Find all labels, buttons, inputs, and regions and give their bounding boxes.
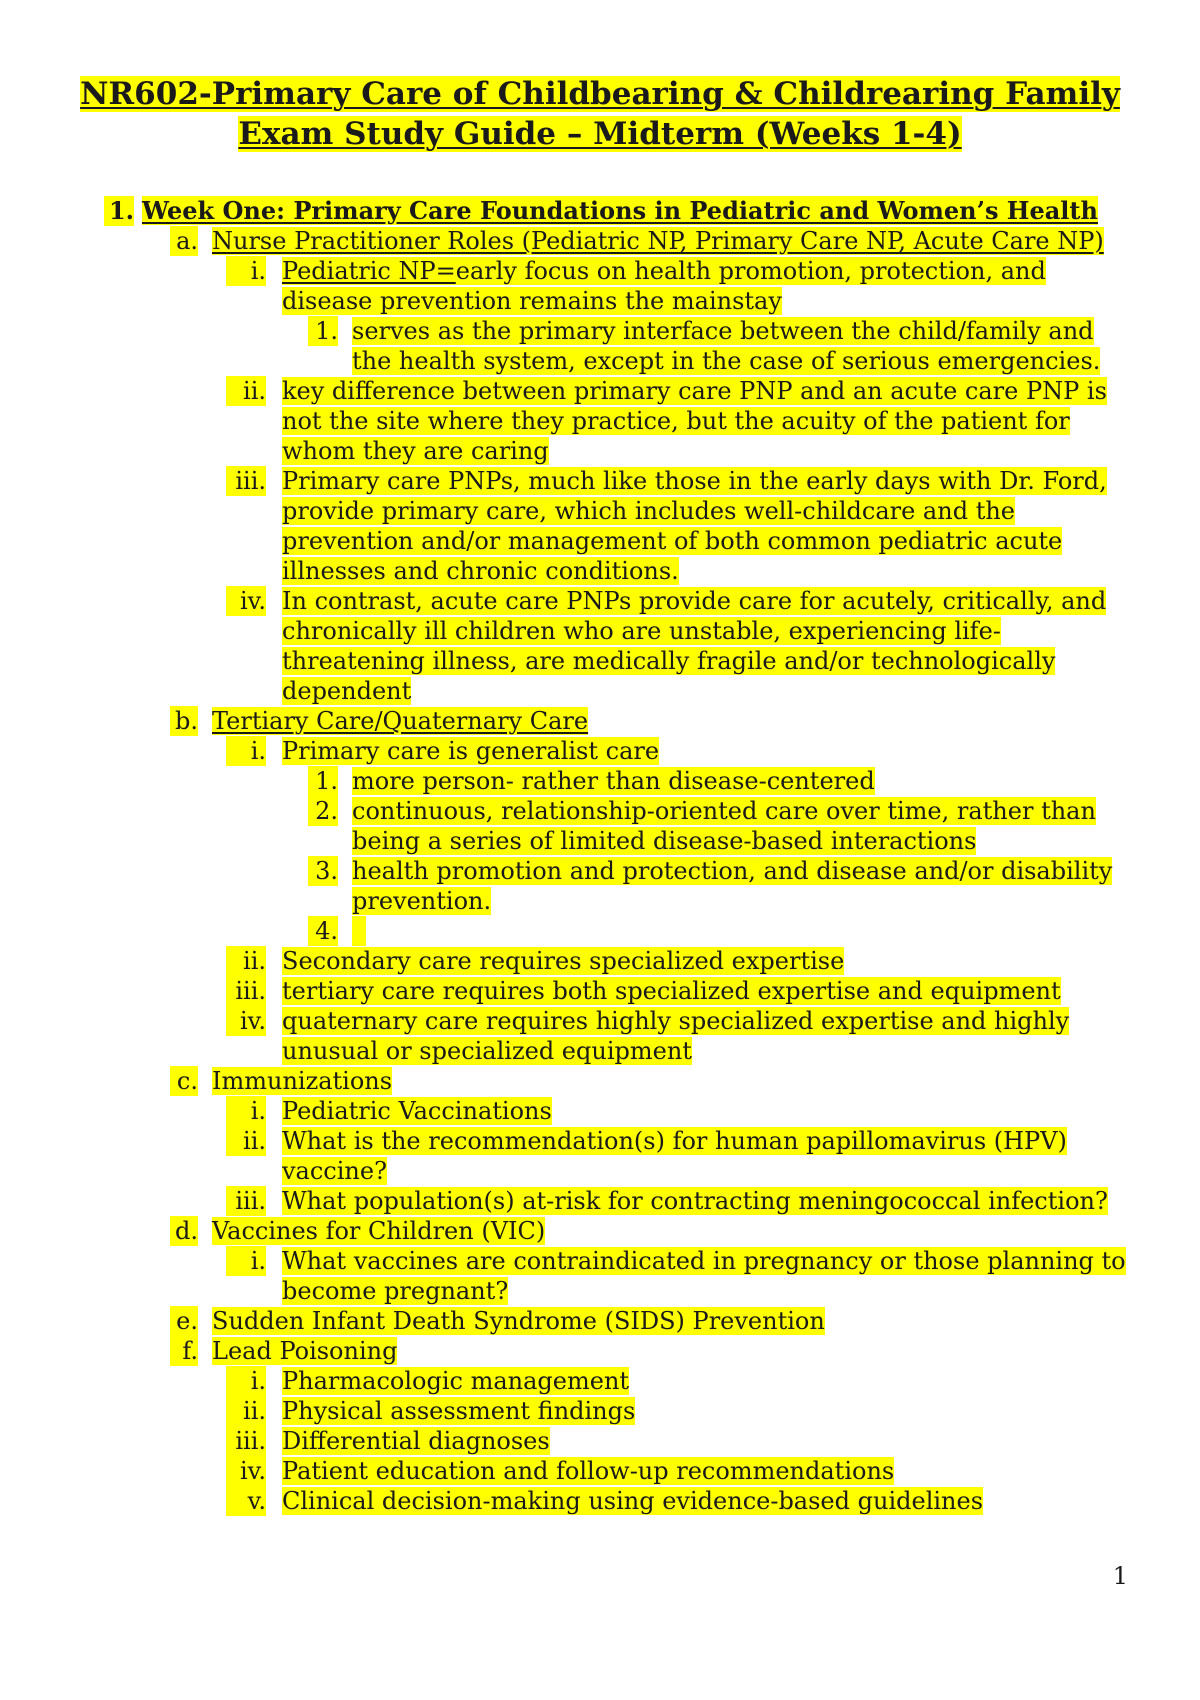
outline-item-level-4 [0, 916, 1200, 946]
outline-marker: 4. [308, 916, 338, 946]
outline-text: more person- rather than disease-centered [352, 767, 875, 795]
outline-marker: f. [170, 1336, 198, 1366]
outline-text: Differential diagnoses [282, 1427, 550, 1455]
outline-text: Pharmacologic management [282, 1367, 630, 1395]
outline-text [352, 916, 366, 946]
outline-item-level-3 [0, 946, 1200, 976]
outline-marker: iv. [226, 1006, 266, 1036]
outline-text: Tertiary Care/Quaternary Care [212, 707, 589, 735]
outline-marker: 1. [104, 196, 134, 226]
outline-marker: ii. [226, 1396, 266, 1426]
outline-text-rest: early focus on health promotion, protection, and disease prevention remains the mainstay [282, 257, 1046, 315]
outline-item-level-3 [0, 1486, 1200, 1516]
outline-marker: iii. [226, 1186, 266, 1216]
outline-text: What is the recommendation(s) for human papillomavirus (HPV) vaccine? [282, 1127, 1067, 1185]
outline-text: key difference between primary care PNP and an acute care PNP is not the site where they practice, but the acuity of the patient for whom they are caring [282, 377, 1107, 465]
document-title [60, 74, 1140, 154]
outline-item-level-4 [0, 316, 1200, 376]
outline-item-level-3 [0, 976, 1200, 1006]
outline-item-level-2 [0, 1066, 1200, 1096]
outline-marker: v. [226, 1486, 266, 1516]
outline-marker: 2. [308, 796, 338, 826]
outline-text: Lead Poisoning [212, 1337, 398, 1365]
outline-marker: i. [226, 1246, 266, 1276]
outline-marker: iv. [226, 586, 266, 616]
outline-item-level-3 [0, 1456, 1200, 1486]
outline-marker: iv. [226, 1456, 266, 1486]
outline-item-level-3 [0, 376, 1200, 466]
outline-item-level-3 [0, 256, 1200, 316]
outline-item-level-2 [0, 1336, 1200, 1366]
outline-marker: iii. [226, 976, 266, 1006]
title-line-1: NR602-Primary Care of Childbearing & Childrearing Family [80, 76, 1120, 112]
outline-item-level-3 [0, 1126, 1200, 1186]
outline-text: Physical assessment findings [282, 1397, 636, 1425]
outline-marker: ii. [226, 376, 266, 406]
outline-text: health promotion and protection, and disease and/or disability prevention. [352, 857, 1113, 915]
outline-item-level-3 [0, 466, 1200, 586]
outline-marker: d. [170, 1216, 198, 1246]
outline-text-underlined: Pediatric NP= [282, 257, 456, 285]
study-guide-outline [0, 196, 1200, 1516]
outline-text: What population(s) at-risk for contracting meningococcal infection? [282, 1187, 1108, 1215]
outline-item-level-3 [0, 1186, 1200, 1216]
outline-item-level-2 [0, 706, 1200, 736]
outline-text: Clinical decision-making using evidence-based guidelines [282, 1487, 984, 1515]
outline-marker: iii. [226, 1426, 266, 1456]
outline-item-level-3 [0, 1246, 1200, 1306]
outline-marker: b. [170, 706, 198, 736]
outline-item-level-3 [0, 1396, 1200, 1426]
outline-item-level-3 [0, 1366, 1200, 1396]
outline-marker: 1. [308, 766, 338, 796]
outline-text: Sudden Infant Death Syndrome (SIDS) Prevention [212, 1307, 825, 1335]
outline-text: Vaccines for Children (VIC) [212, 1217, 546, 1245]
outline-marker: i. [226, 736, 266, 766]
outline-marker: 1. [308, 316, 338, 346]
outline-marker: c. [170, 1066, 198, 1096]
outline-marker: i. [226, 1366, 266, 1396]
outline-text: quaternary care requires highly specialized expertise and highly unusual or specialized equipment [282, 1007, 1070, 1065]
outline-text: Patient education and follow-up recommendations [282, 1457, 895, 1485]
title-line-2: Exam Study Guide – Midterm (Weeks 1-4) [238, 116, 962, 152]
outline-text: continuous, relationship-oriented care over time, rather than being a series of limited disease-based interactions [352, 797, 1096, 855]
outline-marker: iii. [226, 466, 266, 496]
outline-text: Primary care is generalist care [282, 737, 660, 765]
outline-marker: 3. [308, 856, 338, 886]
outline-marker: e. [170, 1306, 198, 1336]
outline-item-level-2 [0, 226, 1200, 256]
outline-item-level-3 [0, 1006, 1200, 1066]
outline-marker: a. [170, 226, 198, 256]
outline-text: Pediatric Vaccinations [282, 1097, 552, 1125]
outline-item-level-4 [0, 856, 1200, 916]
outline-item-level-3 [0, 736, 1200, 766]
outline-text: What vaccines are contraindicated in pregnancy or those planning to become pregnant? [282, 1247, 1126, 1305]
outline-item-level-4 [0, 796, 1200, 856]
outline-text: Primary care PNPs, much like those in the early days with Dr. Ford, provide primary care, which includes well-childcare and the prevention and/or management of both common pediatric acute illnesses and chronic conditions. [282, 467, 1107, 585]
outline-item-level-2 [0, 1216, 1200, 1246]
outline-text: Immunizations [212, 1067, 393, 1095]
outline-item-level-1 [0, 196, 1200, 226]
outline-text: Nurse Practitioner Roles (Pediatric NP, Primary Care NP, Acute Care NP) [212, 227, 1104, 255]
outline-item-level-4 [0, 766, 1200, 796]
outline-item-level-3 [0, 1426, 1200, 1456]
outline-item-level-3 [0, 586, 1200, 706]
page-number: 1 [1112, 1562, 1128, 1590]
outline-marker: ii. [226, 946, 266, 976]
outline-item-level-3 [0, 1096, 1200, 1126]
outline-text: Week One: Primary Care Foundations in Pediatric and Women’s Health [142, 196, 1098, 225]
outline-text: In contrast, acute care PNPs provide care for acutely, critically, and chronically ill children who are unstable, experiencing life-threatening illness, are medically fragile and/or technologically dependent [282, 587, 1107, 705]
outline-text [282, 257, 1046, 315]
outline-item-level-2 [0, 1306, 1200, 1336]
outline-marker: ii. [226, 1126, 266, 1156]
outline-marker: i. [226, 256, 266, 286]
outline-marker: i. [226, 1096, 266, 1126]
outline-text: serves as the primary interface between the child/family and the health system, except in the case of serious emergencies. [352, 317, 1101, 375]
outline-text: Secondary care requires specialized expertise [282, 947, 845, 975]
outline-text: tertiary care requires both specialized expertise and equipment [282, 977, 1061, 1005]
